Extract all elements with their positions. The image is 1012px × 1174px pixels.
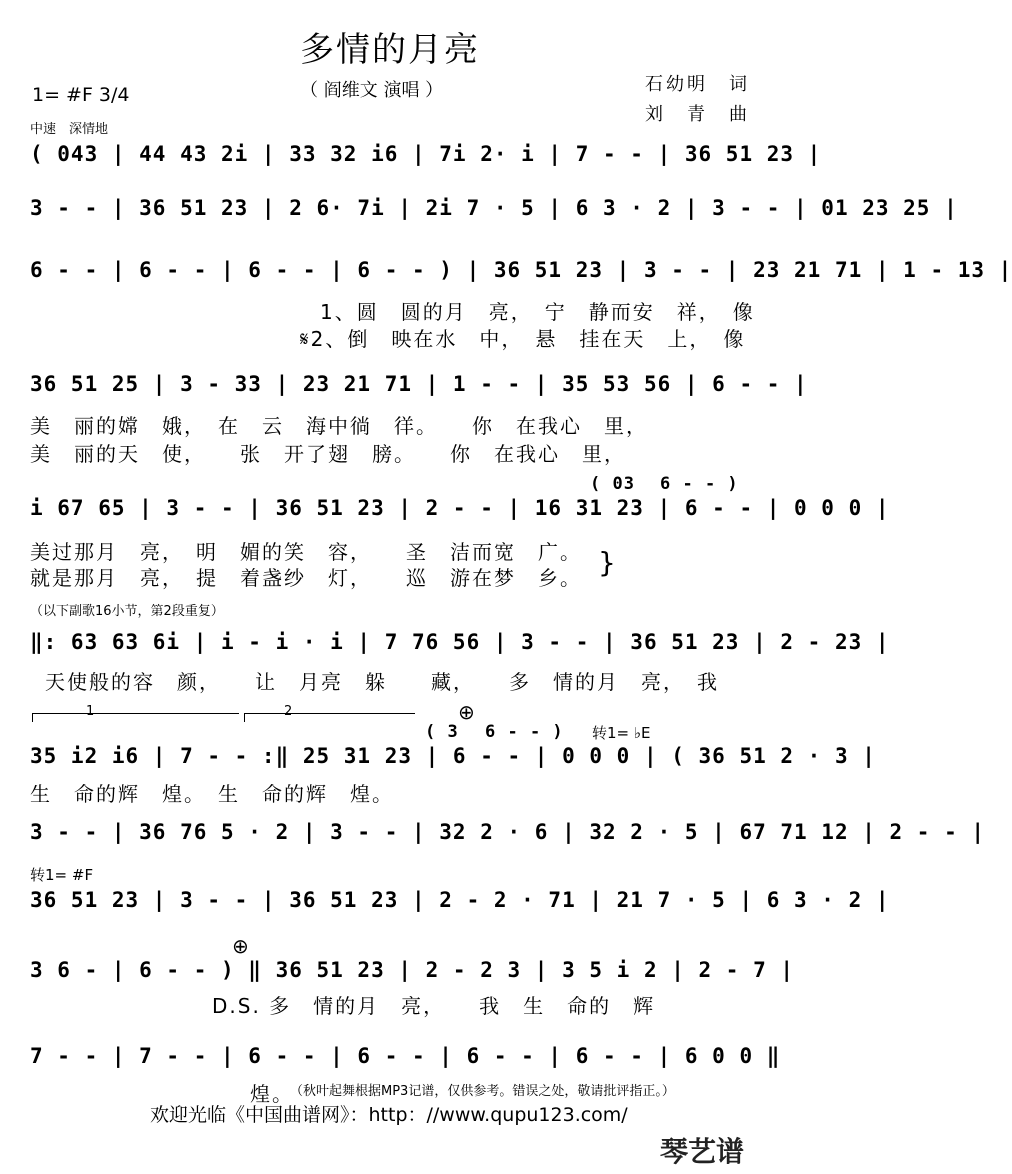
inner-staff-1: ( 03 <box>590 474 635 494</box>
composer-credit: 刘 青 曲 <box>645 104 750 125</box>
lyric-line-6: D.S. 多 情的月 亮， 我 生 命的 辉 <box>212 994 656 1018</box>
chorus-note: （以下副歌16小节，第2段重复） <box>30 604 224 619</box>
volta-2-bracket <box>244 713 415 722</box>
lyric-line-7: 煌。 <box>250 1082 294 1106</box>
modulation-2: 转1= #F <box>30 866 94 884</box>
inner-staff-2: 6 - - ) <box>660 474 739 494</box>
lyricist-credit: 石幼明 词 <box>645 74 750 95</box>
tempo-marking: 中速 深情地 <box>30 122 109 137</box>
score-system-7: 35 i2 i6 | 7 - - :‖ 25 31 23 | 6 - - | 0 0 0 | ( 36 51 2 · 3 | <box>30 744 876 768</box>
score-system-10: 3 6 - | 6 - - ) ‖ 36 51 23 | 2 - 2 3 | 3 5 i 2 | 2 - 7 | <box>30 958 795 982</box>
score-title: 多情的月亮 <box>300 30 480 70</box>
score-system-5: i 67 65 | 3 - - | 36 51 23 | 2 - - | 16 31 23 | 6 - - | 0 0 0 | <box>30 496 890 520</box>
lyric-line-2a: 美 丽的嫦 娥， 在 云 海中徜 徉。 你 在我心 里， <box>30 414 648 438</box>
score-system-9: 36 51 23 | 3 - - | 36 51 23 | 2 - 2 · 71 | 21 7 · 5 | 6 3 · 2 | <box>30 888 890 912</box>
qinyipu-logo <box>660 1130 744 1170</box>
score-system-4: 36 51 25 | 3 - 33 | 23 21 71 | 1 - - | 35 53 56 | 6 - - | <box>30 372 808 396</box>
score-system-1: ( 043 | 44 43 2i | 33 32 i6 | 7i 2· i | 7 - - | 36 51 23 | <box>30 142 822 166</box>
lyric-line-3b: 就是那月 亮， 提 着盏纱 灯， 巡 游在梦 乡。 <box>30 566 582 590</box>
lyric-line-3a: 美过那月 亮， 明 媚的笑 容， 圣 洁而宽 广。 <box>30 540 582 564</box>
score-system-3: 6 - - | 6 - - | 6 - - | 6 - - ) | 36 51 23 | 3 - - | 23 21 71 | 1 - 13 | <box>30 258 1012 282</box>
lyric-line-2b: 美 丽的天 使， 张 开了翅 膀。 你 在我心 里， <box>30 442 626 466</box>
volta-2-label: 2 <box>284 704 293 719</box>
volta-1-bracket <box>32 713 239 722</box>
coda-sign-2: ⊕ <box>232 934 249 958</box>
lyric-line-1b: 𝄋2、倒 映在水 中， 悬 挂在天 上， 像 <box>300 327 746 351</box>
score-system-6: ‖: 63 63 6i | i - i · i | 7 76 56 | 3 - - | 36 51 23 | 2 - 23 | <box>30 630 890 654</box>
lyric-line-5: 生 命的辉 煌。 生 命的辉 煌。 <box>30 782 394 806</box>
coda-sign-1: ⊕ <box>458 700 475 724</box>
score-system-2: 3 - - | 36 51 23 | 2 6· 7i | 2i 7 · 5 | 6 3 · 2 | 3 - - | 01 23 25 | <box>30 196 958 220</box>
site-footer: 欢迎光临《中国曲谱网》：http：//www.qupu123.com/ <box>150 1104 628 1126</box>
credits <box>645 70 750 130</box>
performer-subtitle: （ 阎维文 演唱 ） <box>300 80 444 101</box>
volta-1-label: 1 <box>86 704 95 719</box>
modulation-1: 转1= ♭E <box>592 724 651 742</box>
lyric-line-4: 天使般的容 颜， 让 月亮 躲 藏， 多 情的月 亮， 我 <box>45 670 719 694</box>
key-signature: 1= #F 3/4 <box>32 84 130 106</box>
logo-text: 琴艺谱 <box>660 1135 745 1168</box>
inner-staff-3: ( 3 <box>425 722 459 742</box>
brace-mark: } <box>598 546 618 579</box>
transcription-note: （秋叶起舞根据MP3记谱，仅供参考。错误之处，敬请批评指正。） <box>290 1084 675 1099</box>
lyric-line-1a: 1、圆 圆的月 亮， 宁 静而安 祥， 像 <box>320 300 755 324</box>
score-system-11: 7 - - | 7 - - | 6 - - | 6 - - | 6 - - | 6 - - | 6 0 0 ‖ <box>30 1044 781 1068</box>
inner-staff-4: 6 - - ) <box>485 722 564 742</box>
score-system-8: 3 - - | 36 76 5 · 2 | 3 - - | 32 2 · 6 | 32 2 · 5 | 67 71 12 | 2 - - | <box>30 820 986 844</box>
